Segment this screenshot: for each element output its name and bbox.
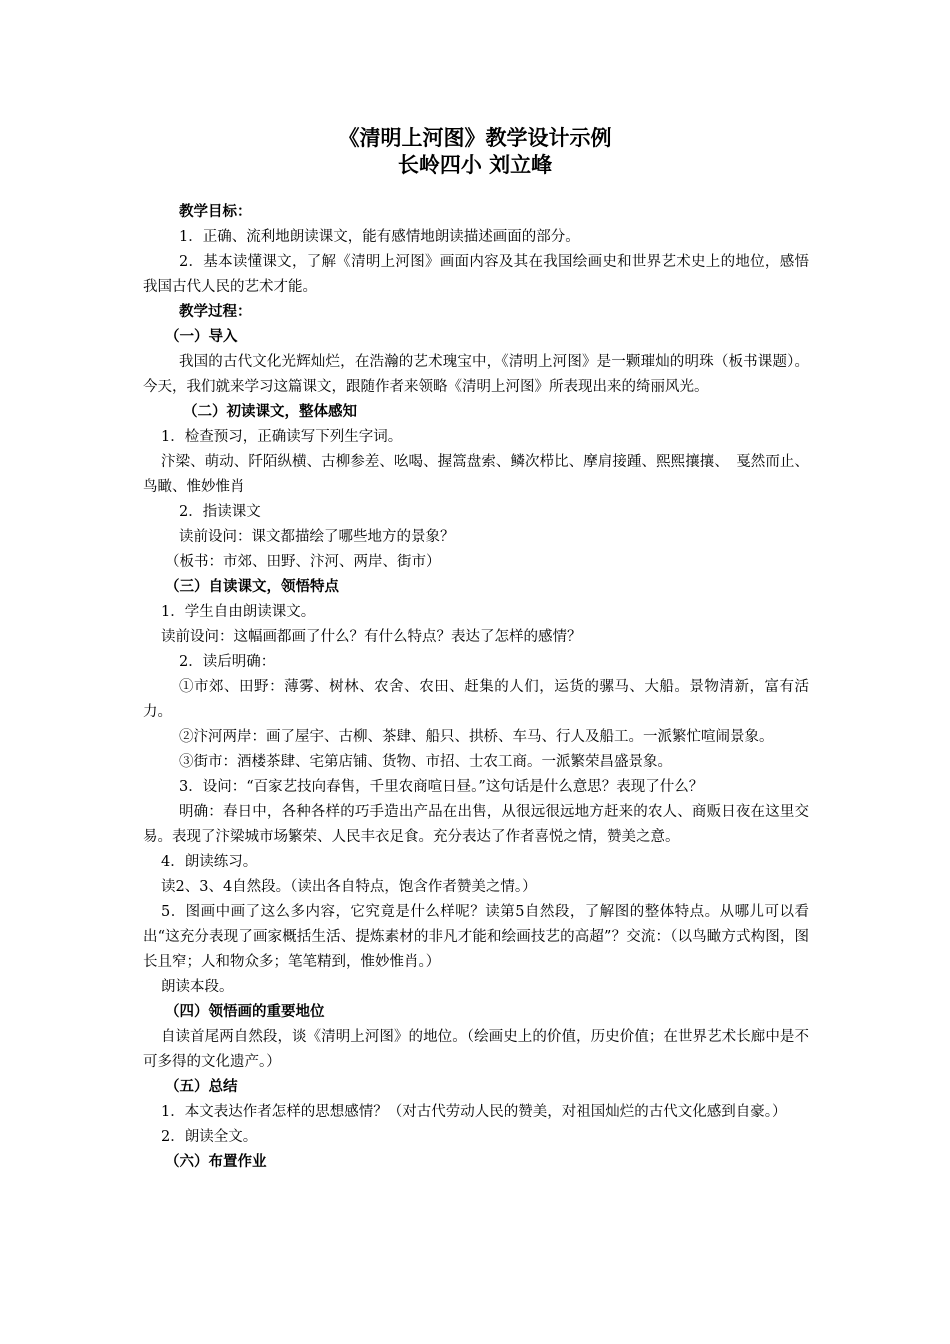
paragraph: ①市郊、田野：薄雾、树林、农舍、农田、赶集的人们，运货的骡马、大船。景物清新，富有活力。 bbox=[143, 679, 809, 720]
paragraph: 明确：春日中，各种各样的巧手造出产品在出售，从很远很远地方赶来的农人、商贩日夜在这里交易。表现了汴梁城市场繁荣、人民丰衣足食。充分表达了作者喜悦之情，赞美之意。 bbox=[143, 804, 809, 845]
paragraph: 2．基本读懂课文，了解《清明上河图》画面内容及其在我国绘画史和世界艺术史上的地位，感悟我国古代人民的艺术才能。 bbox=[143, 254, 809, 295]
paragraph: 2．朗读全文。 bbox=[161, 1129, 258, 1145]
section-heading: （二）初读课文，整体感知 bbox=[183, 404, 357, 420]
paragraph: 1．检查预习，正确读写下列生字词。 bbox=[161, 429, 403, 445]
paragraph: 1．本文表达作者怎样的思想感情？（对古代劳动人民的赞美，对祖国灿烂的古代文化感到自豪。） bbox=[161, 1104, 787, 1120]
paragraph: 读2、3、4自然段。（读出各自特点，饱含作者赞美之情。） bbox=[161, 879, 537, 895]
section-heading: （一）导入 bbox=[165, 329, 238, 345]
paragraph: 自读首尾两自然段，谈《清明上河图》的地位。（绘画史上的价值，历史价值；在世界艺术长廊中是不可多得的文化遗产。） bbox=[143, 1029, 809, 1070]
document-author: 长岭四小 刘立峰 bbox=[397, 153, 553, 177]
paragraph: ②汴河两岸：画了屋宇、古柳、茶肆、船只、拱桥、车马、行人及船工。一派繁忙喧闹景象。 bbox=[179, 729, 774, 745]
paragraph: 3．设问：“百家艺技向春售，千里农商喧日昼。”这句话是什么意思？表现了什么？ bbox=[179, 779, 704, 795]
paragraph: 4．朗读练习。 bbox=[161, 854, 258, 870]
paragraph: 读前设问：这幅画都画了什么？有什么特点？表达了怎样的感情？ bbox=[161, 629, 582, 645]
paragraph: 朗读本段。 bbox=[161, 979, 234, 995]
paragraph: 1．正确、流利地朗读课文，能有感情地朗读描述画面的部分。 bbox=[179, 229, 580, 245]
document-body bbox=[143, 200, 809, 1175]
paragraph: （板书：市郊、田野、汴河、两岸、街市） bbox=[165, 554, 441, 570]
paragraph: 2．指读课文 bbox=[179, 504, 261, 520]
paragraph: 汴梁、萌动、阡陌纵横、古柳参差、吆喝、握篙盘索、鳞次栉比、摩肩接踵、熙熙攘攘、 戛然而止、鸟瞰、惟妙惟肖 bbox=[143, 454, 809, 495]
section-heading-process: 教学过程： bbox=[179, 304, 252, 320]
paragraph: 我国的古代文化光辉灿烂，在浩瀚的艺术瑰宝中，《清明上河图》是一颗璀灿的明珠（板书课题）。今天，我们就来学习这篇课文，跟随作者来领略《清明上河图》所表现出来的绮丽风光。 bbox=[143, 354, 809, 395]
paragraph: ③街市：酒楼茶肆、宅第店铺、货物、市招、士农工商。一派繁荣昌盛景象。 bbox=[179, 754, 672, 770]
paragraph: 读前设问：课文都描绘了哪些地方的景象？ bbox=[179, 529, 455, 545]
section-heading: （四）领悟画的重要地位 bbox=[165, 1004, 325, 1020]
document-title: 《清明上河图》教学设计示例 bbox=[338, 126, 612, 150]
section-heading: （六）布置作业 bbox=[165, 1154, 267, 1170]
paragraph: 1．学生自由朗读课文。 bbox=[161, 604, 316, 620]
section-heading: （三）自读课文，领悟特点 bbox=[165, 579, 339, 595]
section-heading: （五）总结 bbox=[165, 1079, 238, 1095]
paragraph: 2．读后明确： bbox=[179, 654, 276, 670]
section-heading-objectives: 教学目标： bbox=[179, 204, 252, 220]
paragraph: 5．图画中画了这么多内容，它究竟是什么样呢？读第5自然段，了解图的整体特点。从哪儿可以看出“这充分表现了画家概括生活、提炼素材的非凡才能和绘画技艺的高超”？交流：（以鸟瞰方式构图，图长且窄；人和物众多；笔笔精到，惟妙惟肖。） bbox=[143, 904, 809, 970]
